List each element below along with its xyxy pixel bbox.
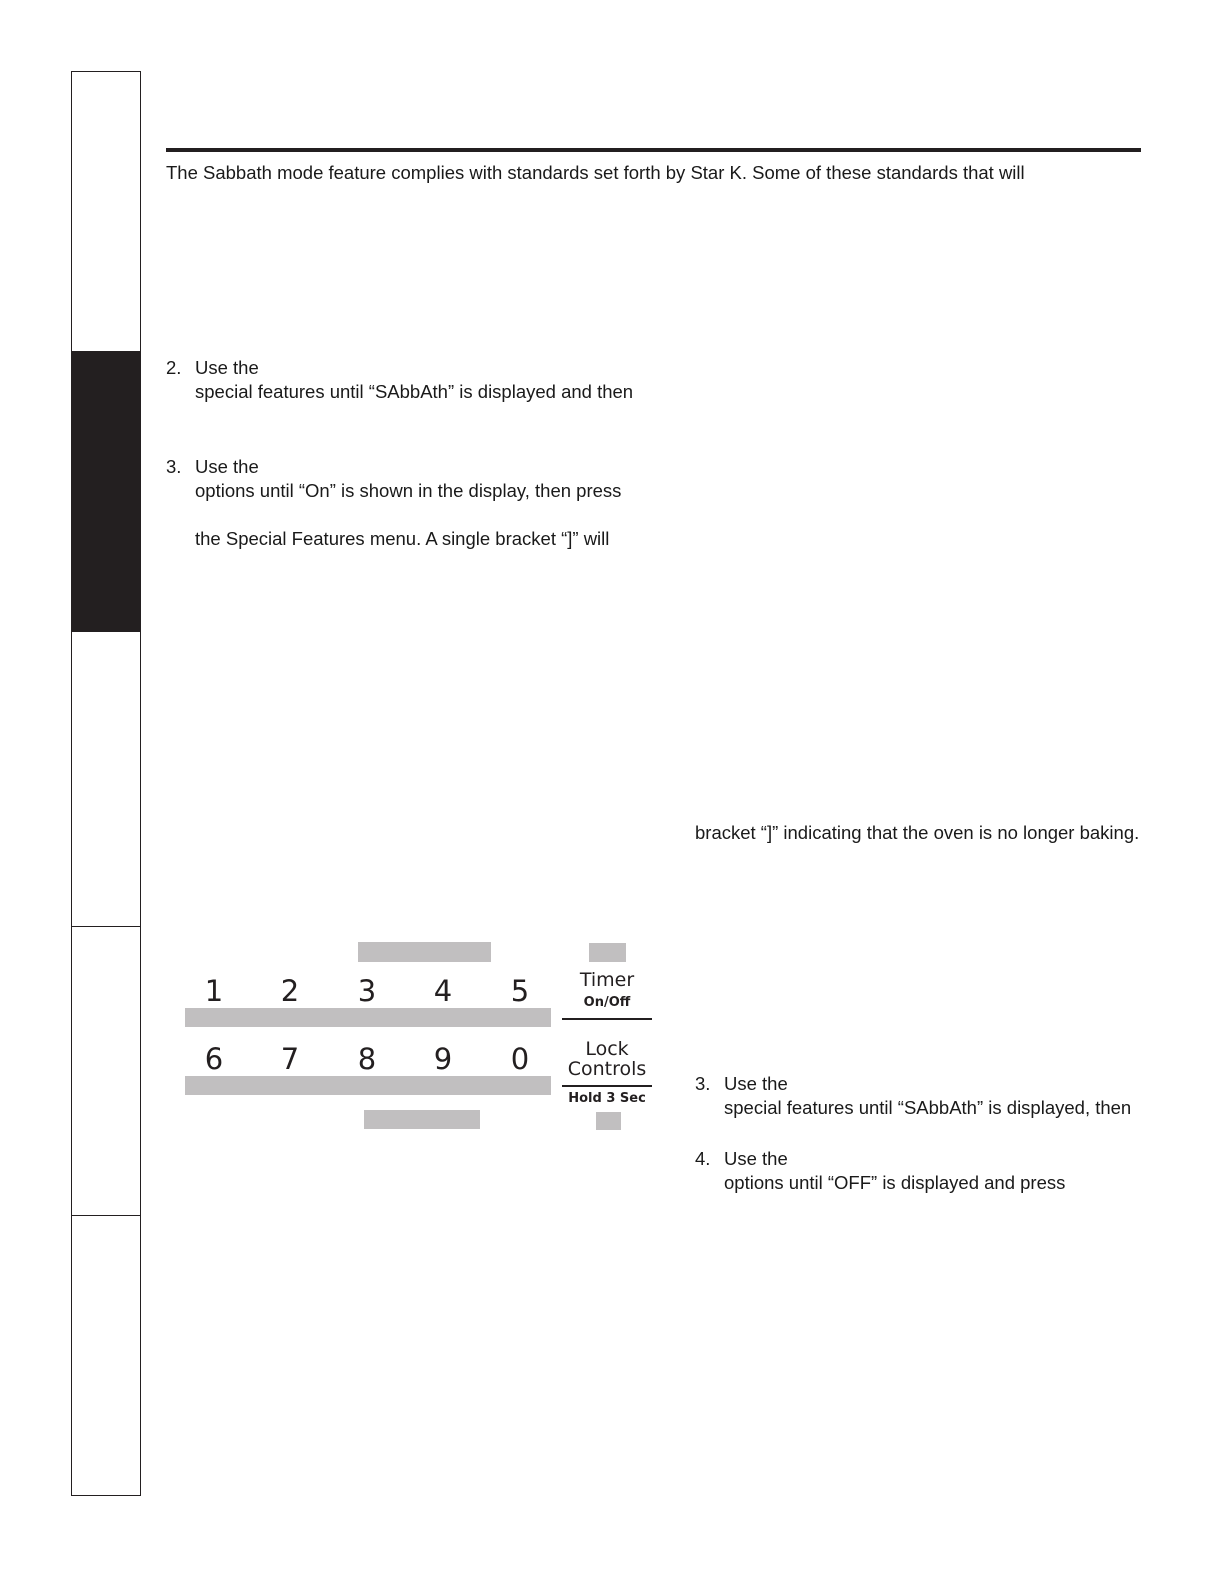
- keypad-rule: [562, 1085, 652, 1087]
- keypad-rule: [562, 1018, 652, 1020]
- keypad-key-3: 3: [357, 974, 377, 1008]
- highlight-bar: [589, 943, 626, 962]
- timer-key-label: Timer: [579, 969, 635, 991]
- keypad-key-4: 4: [433, 974, 453, 1008]
- step-text: Use the: [724, 1073, 788, 1094]
- tab-divider: [72, 1215, 140, 1216]
- lock-key-sublabel: Hold 3 Sec: [568, 1091, 646, 1106]
- keypad-key-6: 6: [204, 1042, 224, 1076]
- active-section-tab: [72, 351, 140, 632]
- keypad-key-7: 7: [280, 1042, 300, 1076]
- section-tab-strip: [71, 71, 141, 1496]
- step-number: 4.: [695, 1148, 711, 1169]
- keypad-key-0: 0: [510, 1042, 530, 1076]
- step-text: Use the: [195, 357, 259, 378]
- highlight-bar: [364, 1110, 480, 1129]
- lock-key-label: Controls: [567, 1058, 647, 1080]
- header-rule: [166, 148, 1141, 152]
- tab-divider: [72, 926, 140, 927]
- step-number: 3.: [695, 1073, 711, 1094]
- keypad-key-2: 2: [280, 974, 300, 1008]
- highlight-bar: [185, 1008, 551, 1027]
- timer-key-sublabel: On/Off: [583, 995, 631, 1010]
- keypad-illustration: [180, 938, 660, 1138]
- keypad-key-8: 8: [357, 1042, 377, 1076]
- keypad-key-5: 5: [510, 974, 530, 1008]
- step-text: options until “OFF” is displayed and press: [724, 1172, 1066, 1193]
- step-text: special features until “SAbbAth” is displayed and then: [195, 381, 634, 402]
- lock-key-label: Lock: [585, 1038, 629, 1060]
- keypad-key-1: 1: [204, 974, 224, 1008]
- step-text: the Special Features menu. A single bracket “]” will: [195, 528, 610, 549]
- step-number: 3.: [166, 456, 182, 477]
- bracket-text: bracket “]” indicating that the oven is no longer baking.: [695, 822, 1140, 843]
- keypad-key-9: 9: [433, 1042, 453, 1076]
- highlight-bar: [358, 942, 491, 962]
- intro-text: The Sabbath mode feature complies with standards set forth by Star K. Some of these standards that will: [166, 162, 1025, 183]
- step-number: 2.: [166, 357, 182, 378]
- step-text: special features until “SAbbAth” is displayed, then: [724, 1097, 1132, 1118]
- step-text: Use the: [724, 1148, 788, 1169]
- step-text: Use the: [195, 456, 259, 477]
- highlight-bar: [185, 1076, 551, 1095]
- step-text: options until “On” is shown in the display, then press: [195, 480, 622, 501]
- highlight-bar: [596, 1112, 621, 1130]
